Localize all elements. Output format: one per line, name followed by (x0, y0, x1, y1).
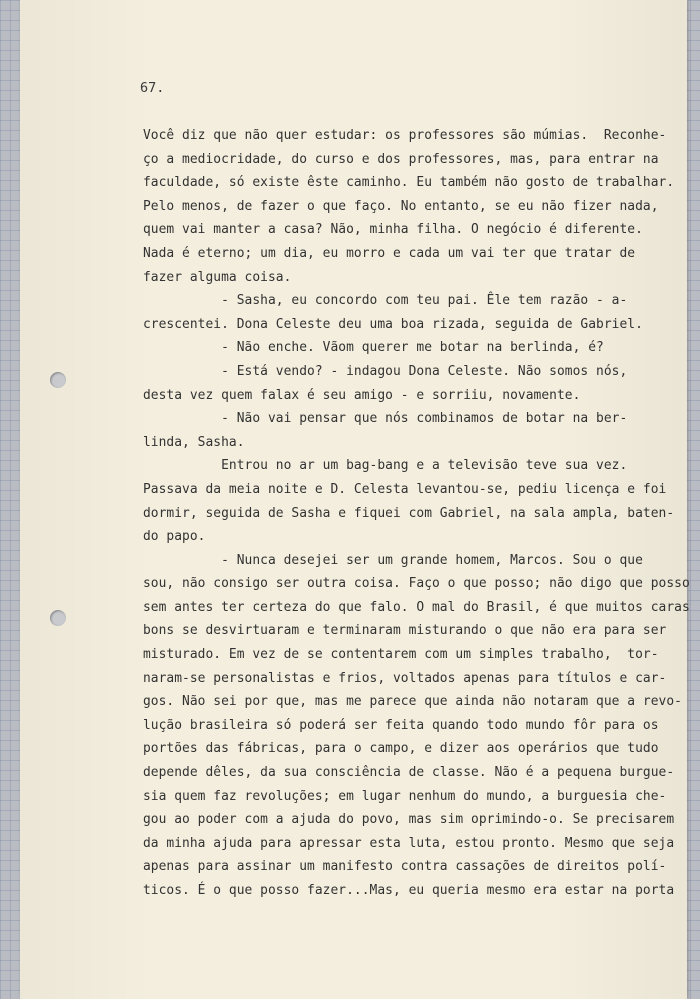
text-line: ço a mediocridade, do curso e dos professores, mas, para entrar na (143, 151, 659, 167)
text-line: Você diz que não quer estudar: os professores são múmias. Reconhe- (143, 128, 667, 143)
text-line: Nada é eterno; um dia, eu morro e cada um vai ter que tratar de (143, 245, 636, 261)
text-line: sia quem faz revoluções; em lugar nenhum do mundo, a burguesia che- (143, 788, 667, 804)
text-line: do papo. (143, 529, 206, 545)
page-number: 67. (140, 80, 165, 96)
text-line: misturado. Em vez de se contentarem com um simples trabalho, tor- (143, 647, 659, 663)
text-line: - Sasha, eu concordo com teu pai. Êle tem razão - a- (143, 293, 628, 309)
text-line: Passava da meia noite e D. Celesta levantou-se, pediu licença e foi (143, 481, 667, 497)
text-line: quem vai manter a casa? Não, minha filha. O negócio é diferente. (143, 222, 643, 238)
text-line: faculdade, só existe êste caminho. Eu também não gosto de trabalhar. (143, 175, 675, 191)
text-line: - Está vendo? - indagou Dona Celeste. Não somos nós, (143, 363, 628, 379)
text-line: sou, não consigo ser outra coisa. Faço o que posso; não digo que posso (143, 576, 690, 592)
text-line: ticos. É o que posso fazer...Mas, eu queria mesmo era estar na porta (143, 883, 675, 898)
text-line: lução brasileira só poderá ser feita quando todo mundo fôr para os (143, 717, 659, 733)
text-line: sem antes ter certeza do que falo. O mal do Brasil, é que muitos caras (143, 599, 690, 615)
text-line: - Nunca desejei ser um grande homem, Marcos. Sou o que (143, 552, 643, 568)
text-line: depende dêles, da sua consciência de classe. Não é a pequena burgue- (143, 765, 675, 781)
text-line: bons se desvirtuaram e terminaram misturando o que não era para ser (143, 623, 667, 639)
text-line: gou ao poder com a ajuda do povo, mas sim oprimindo-o. Se precisarem (143, 812, 675, 828)
text-line: fazer alguma coisa. (143, 269, 292, 285)
punch-hole-upper (50, 372, 66, 388)
text-line: portões das fábricas, para o campo, e dizer aos operários que tudo (143, 741, 659, 757)
body-text (143, 124, 700, 903)
typewritten-page (20, 0, 690, 999)
text-line: da minha ajuda para apressar esta luta, estou pronto. Mesmo que seja (143, 835, 675, 851)
text-line: linda, Sasha. (143, 434, 245, 450)
text-line: Pelo menos, de fazer o que faço. No entanto, se eu não fizer nada, (143, 198, 659, 214)
text-line: crescentei. Dona Celeste deu uma boa rizada, seguida de Gabriel. (143, 316, 643, 332)
punch-hole-lower (50, 610, 66, 626)
text-line: - Não vai pensar que nós combinamos de botar na ber- (143, 411, 628, 427)
text-line: dormir, seguida de Sasha e fiquei com Gabriel, na sala ampla, baten- (143, 505, 675, 521)
text-line: desta vez quem falax é seu amigo - e sorriiu, novamente. (143, 387, 581, 403)
text-line: gos. Não sei por que, mas me parece que ainda não notaram que a revo- (143, 694, 682, 710)
text-line: Entrou no ar um bag-bang e a televisão teve sua vez. (143, 458, 628, 474)
text-line: apenas para assinar um manifesto contra cassações de direitos polí- (143, 859, 667, 875)
text-line: - Não enche. Vãom querer me botar na berlinda, é? (143, 340, 604, 356)
text-line: naram-se personalistas e frios, voltados apenas para títulos e car- (143, 670, 667, 686)
